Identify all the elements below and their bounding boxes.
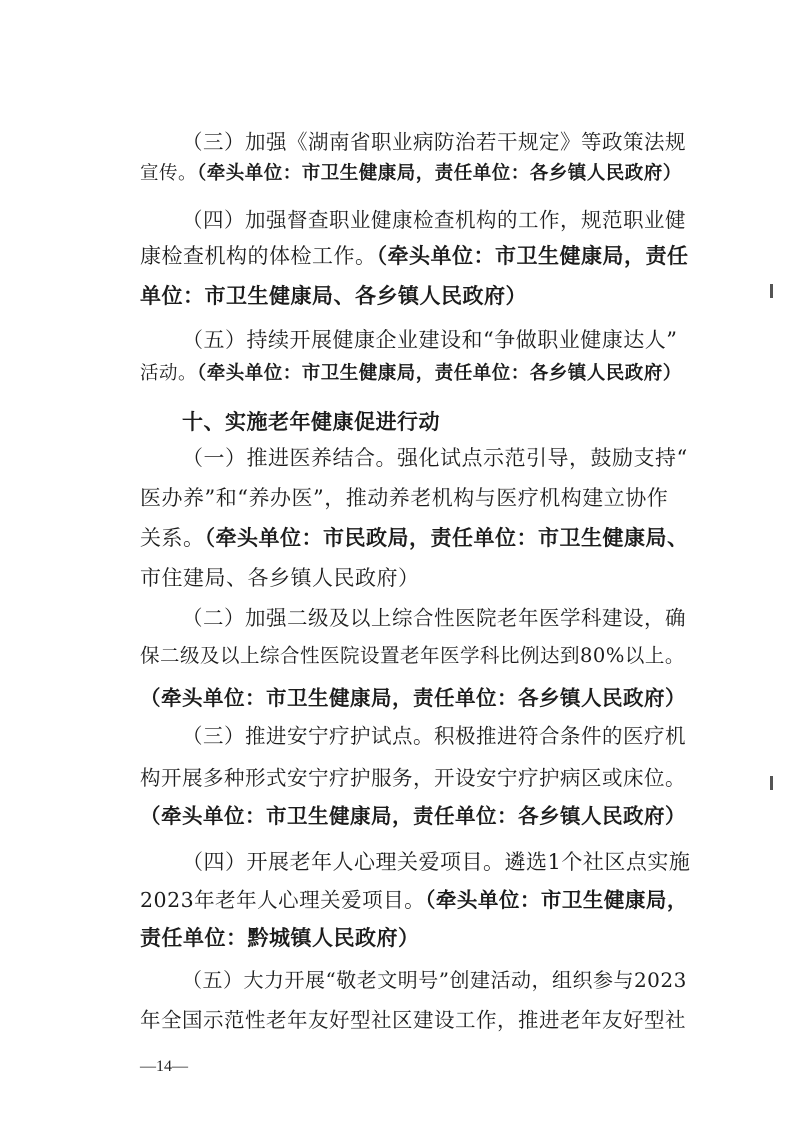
text-segment: （一）推进医养结合。强化试点示范引导，鼓励支持“ [182,446,688,470]
text-line [140,886,688,914]
text-segment: 市住建局、各乡镇人民政府） [140,566,420,590]
text-line [140,1006,686,1034]
text-segment: （四）开展老年人心理关爱项目。遴选1个社区点实施 [182,850,691,874]
text-segment: （五）大力开展“敬老文明号”创建活动，组织参与2023 [182,968,687,992]
text-line [140,360,682,388]
text-line [140,282,527,310]
text-segment: 宣传。 [140,163,198,184]
section-heading [182,408,440,436]
responsibility-note: 单位：市卫生健康局、各乡镇人民政府） [140,284,527,308]
text-segment: 活动。 [140,363,198,384]
text-line [140,564,420,592]
text-segment: （三）加强《湖南省职业病防治若干规定》等政策法规 [182,130,686,154]
text-line [140,160,682,188]
text-line [182,326,677,354]
text-segment: 关系。 [140,526,205,550]
text-segment: 康检查机构的体检工作。 [140,244,377,268]
text-line [140,924,420,952]
responsibility-note: （牵头单位：市卫生健康局， [425,888,688,912]
text-segment: （二）加强二级及以上综合性医院老年医学科建设，确 [182,606,686,630]
text-segment: 医办养”和“养办医”，推动养老机构与医疗机构建立协作 [140,486,669,510]
responsibility-note: 责任单位：黔城镇人民政府） [140,926,420,950]
text-line [140,802,686,830]
text-segment: 年全国示范性老年友好型社区建设工作，推进老年友好型社 [140,1008,686,1032]
text-line [182,206,686,234]
responsibility-note: （牵头单位：市卫生健康局，责任单位：各乡镇人民政府） [140,686,686,710]
text-segment: 构开展多种形式安宁疗护服务，开设安宁疗护病区或床位。 [140,766,686,790]
text-line [140,524,689,552]
text-segment: （五）持续开展健康企业建设和“争做职业健康达人” [182,328,678,352]
text-line [182,604,686,632]
text-line [140,764,686,792]
page-number: —14— [140,1058,188,1075]
text-line [182,722,686,750]
responsibility-note: （牵头单位：市卫生健康局，责任单位：各乡镇人民政府） [197,363,682,384]
text-line [140,642,685,670]
text-segment: （三）推进安宁疗护试点。积极推进符合条件的医疗机 [182,724,686,748]
scan-edge-mark [770,284,773,298]
text-line [182,128,686,156]
scan-edge-mark [770,776,773,790]
responsibility-note: （牵头单位：市民政局，责任单位：市卫生健康局、 [204,526,689,550]
text-line [140,684,686,712]
text-line [140,242,689,270]
responsibility-note: （牵头单位：市卫生健康局，责任单位：各乡镇人民政府） [197,163,682,184]
text-line [140,484,668,512]
text-line [182,966,687,994]
text-segment: 保二级及以上综合性医院设置老年医学科比例达到80%以上。 [140,644,685,667]
responsibility-note: （牵头单位：市卫生健康局，责任单位：各乡镇人民政府） [140,804,686,828]
text-line [182,444,688,472]
text-line [182,848,690,876]
text-segment: （四）加强督查职业健康检查机构的工作，规范职业健 [182,208,686,232]
responsibility-note: 十、实施老年健康促进行动 [182,410,440,434]
responsibility-note: （牵头单位：市卫生健康局，责任 [376,244,689,268]
text-segment: 2023年老年人心理关爱项目。 [140,888,426,912]
